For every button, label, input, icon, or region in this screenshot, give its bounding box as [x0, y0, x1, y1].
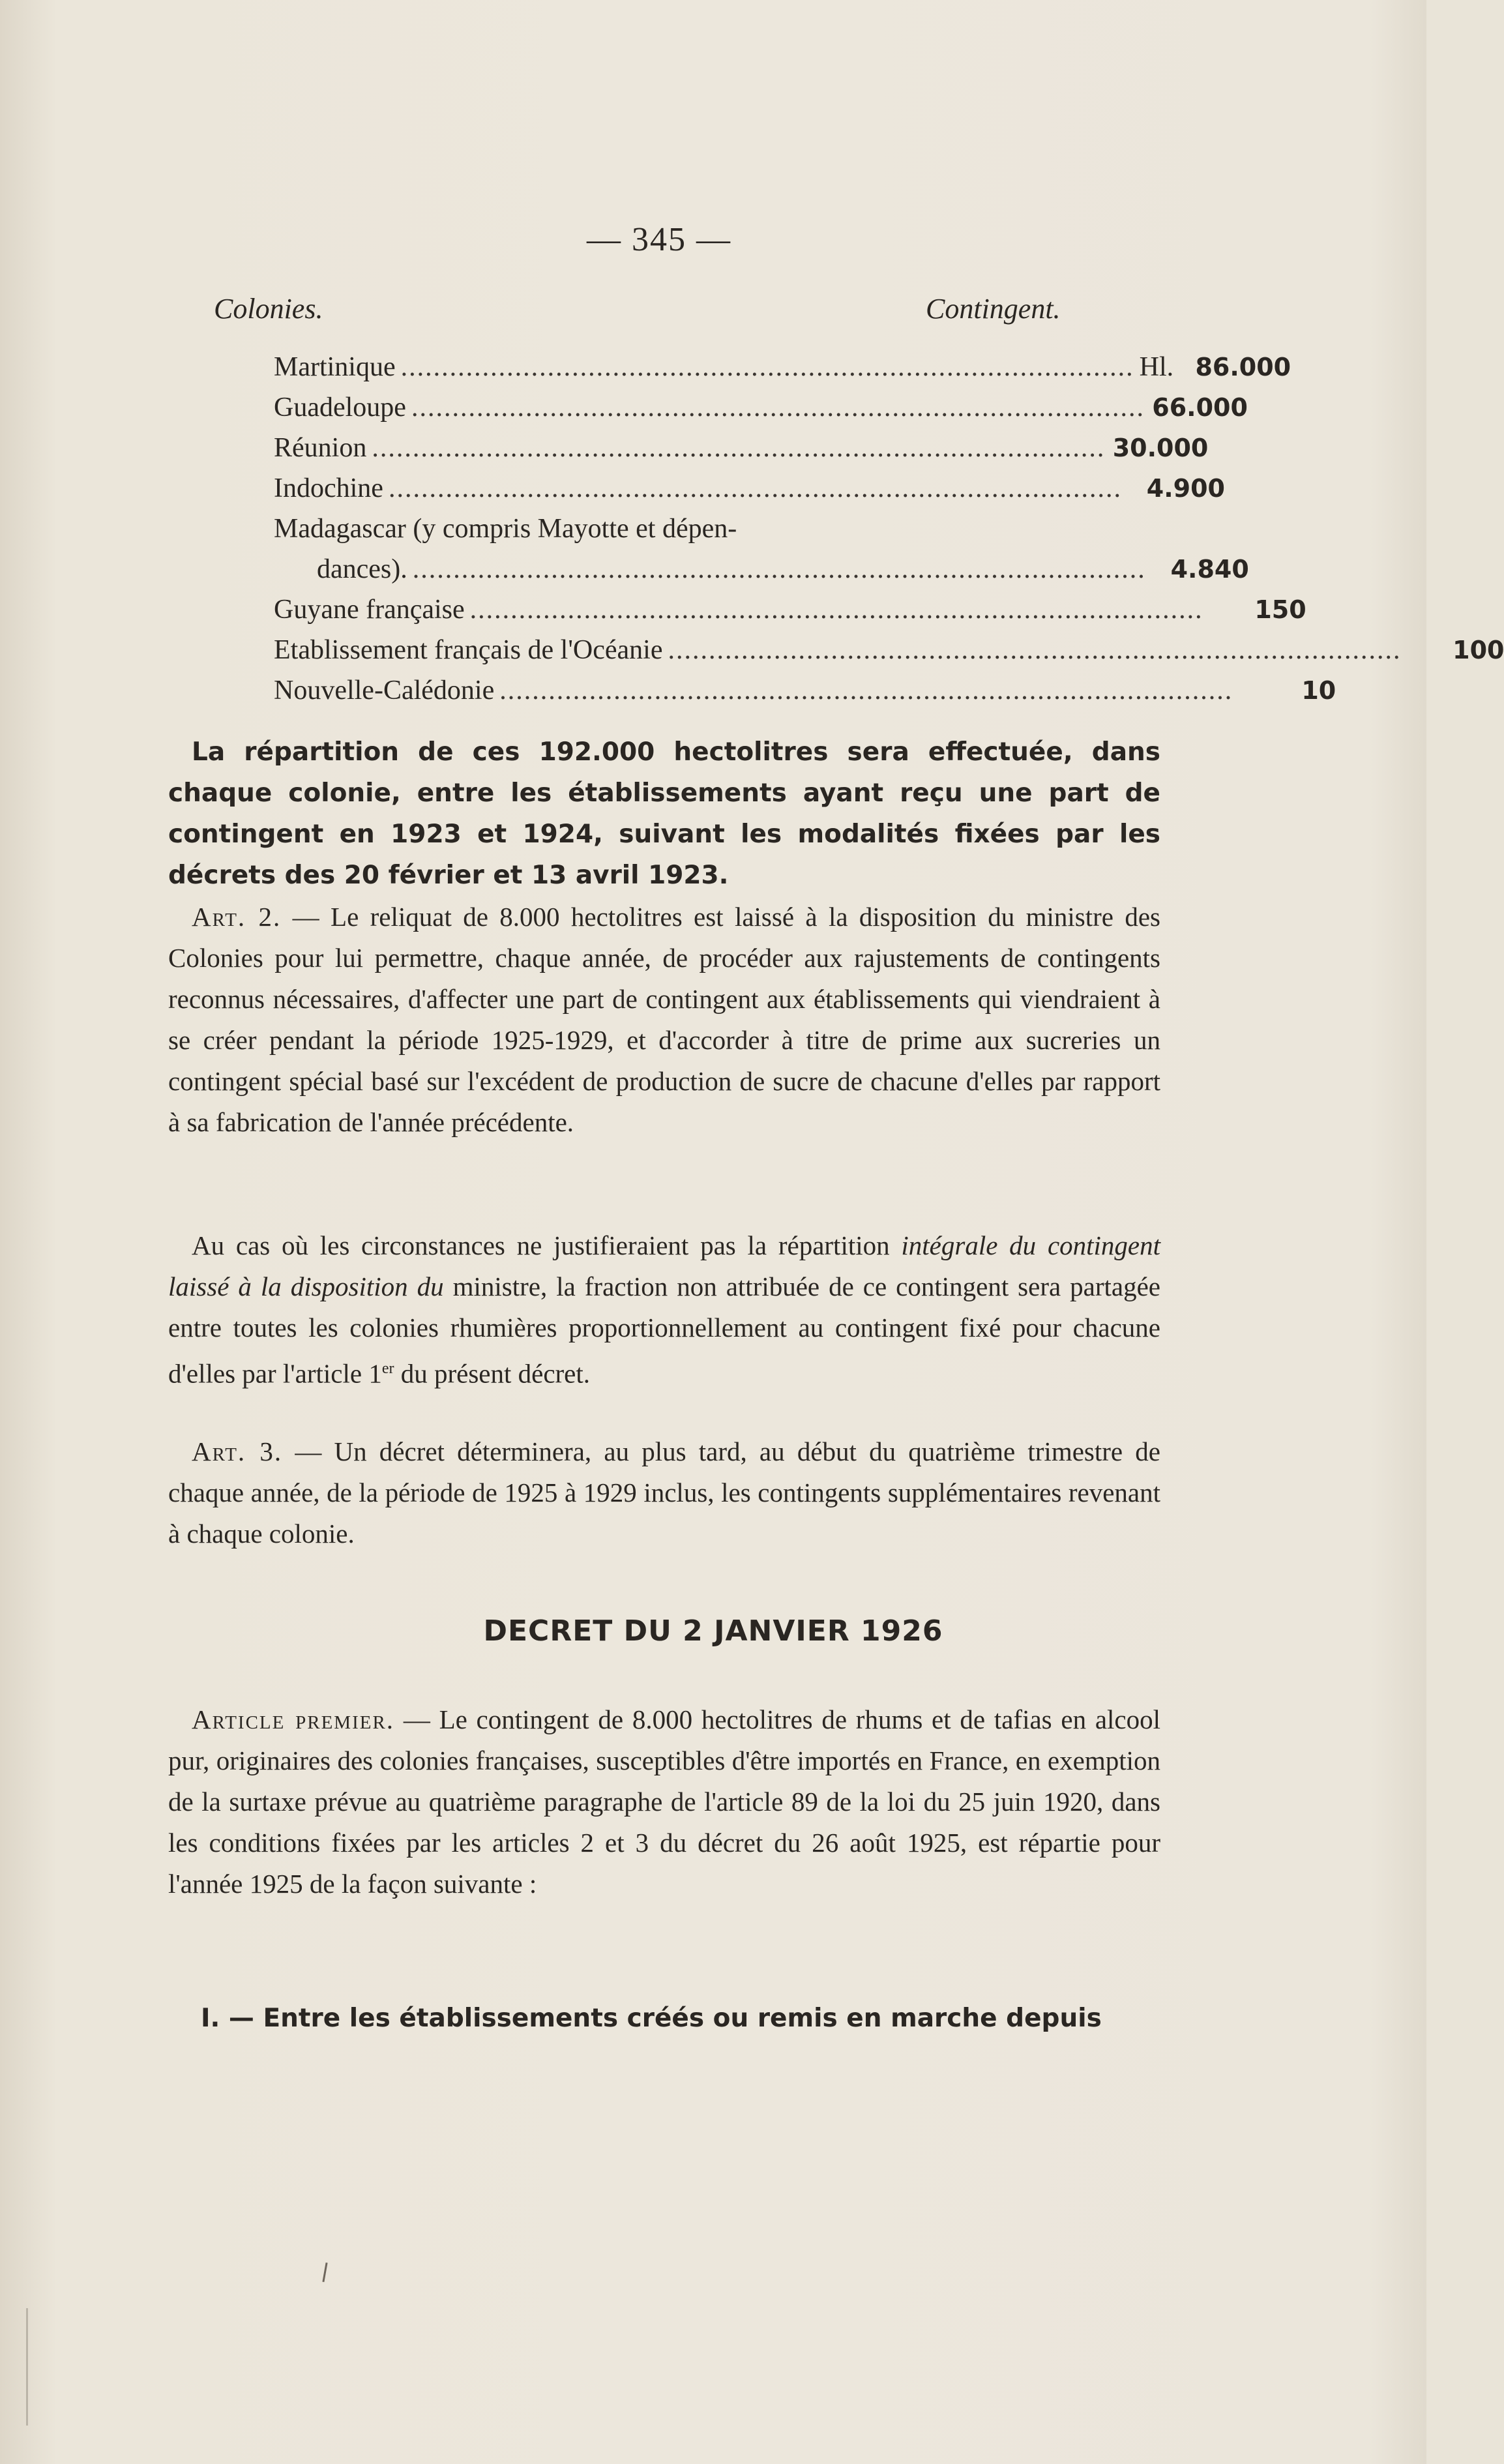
row-label: Etablissement français de l'Océanie — [274, 635, 663, 665]
article-2 — [168, 897, 1160, 1143]
margin-mark — [26, 2308, 28, 2426]
item-text: — Entre les établissements créés ou remis en marche depuis — [228, 2004, 1102, 2033]
article-text: — Un décret déterminera, au plus tard, au début du quatrième trimestre de chaque année, de la période de 1925 à 1929 inclus, les contingents supplémentaires revenant à chaque colonie. — [168, 1436, 1160, 1549]
paragraph-circonstances: Au cas où les circonstances ne justifieraient pas la répartition intégrale du contingent laissé à la disposition du ministre, la fraction non attribuée de ce contingent sera partagée entre toutes les colonies rhumières proportionnellement au contingent fixé pour chacune d'elles par l'article 1er du présent décret. — [168, 1230, 1161, 1389]
table-row: Guyane française .......................................................................................... 150 — [274, 589, 1033, 630]
row-label: Guyane française — [274, 595, 465, 625]
row-label: Indochine — [274, 473, 383, 503]
column-header-colonies: Colonies. — [214, 293, 323, 325]
row-value: 66.000 — [1152, 393, 1248, 422]
row-value: 10 — [1301, 676, 1336, 705]
column-header-contingent: Contingent. — [926, 293, 1061, 325]
article-text: — Le reliquat de 8.000 hectolitres est laissé à la disposition du ministre des Colonies pour lui permettre, chaque année, de procéder aux rajustements de contingents reconnus nécessaires, d'affecter une part de contingent aux établissements qui viendraient à se créer pendant la période 1925-1929, et d'accorder à titre de prime aux sucreries un contingent spécial basé sur l'excédent de production de sucre de chacune d'elles par rapport à sa fabrication de l'année précédente. — [168, 902, 1160, 1137]
article-label: Art. 3. — [192, 1436, 283, 1466]
row-label: dances). — [317, 554, 407, 584]
table-row: Guadeloupe .......................................................................................... 66.000 — [274, 387, 1033, 428]
row-value: 150 — [1254, 595, 1306, 624]
item-1 — [168, 1998, 1160, 2039]
ink-mark — [322, 2263, 327, 2282]
table-row: Nouvelle-Calédonie .......................................................................................... 10 — [274, 670, 1033, 711]
row-label: Réunion — [274, 433, 367, 463]
paragraph-text: La répartition de ces 192.000 hectolitres sera effectuée, dans chaque colonie, entre les établissements ayant reçu une part de contingent en 1923 et 1924, suivant les modalités fixées par les décrets des 20 février et 13 avril 1923. — [168, 737, 1160, 890]
table-row: dances). .......................................................................................... 4.840 — [274, 549, 1033, 589]
row-value: 86.000 — [1195, 353, 1291, 381]
table-row: Réunion .......................................................................................... 30.000 — [274, 428, 1033, 468]
row-value: 30.000 — [1112, 434, 1209, 462]
row-label: Guadeloupe — [274, 393, 406, 423]
italic-phrase: intégrale du contingent laissé à la disposition du — [168, 1230, 1161, 1301]
row-value: 4.840 — [1170, 555, 1249, 584]
article-text: — Le contingent de 8.000 hectolitres de rhums et de tafias en alcool pur, originaires des colonies françaises, susceptibles d'être importés en France, en exemption de la surtaxe prévue au quatrième paragraphe de l'article 89 de la loi du 25 juin 1920, dans les conditions fixées par les articles 2 et 3 du décret du 26 août 1925, est répartie pour l'année 1925 de la façon suivante : — [168, 1704, 1161, 1899]
page-number: — 345 — — [587, 221, 731, 258]
decree-title: DECRET DU 2 JANVIER 1926 — [483, 1614, 943, 1648]
paragraph-repartition — [168, 732, 1160, 896]
item-label: I. — [201, 2004, 220, 2033]
row-label: Nouvelle-Calédonie — [274, 675, 495, 705]
article-label: Article premier. — [192, 1704, 395, 1734]
article-3 — [168, 1431, 1160, 1554]
row-label: Martinique — [274, 352, 396, 382]
table-row: Martinique .......................................................................................... Hl. 86.000 — [274, 347, 1033, 387]
table-row: Etablissement français de l'Océanie .......................................................................................... 100 — [274, 630, 1033, 670]
row-value: 4.900 — [1146, 474, 1225, 503]
row-unit: Hl. — [1139, 352, 1174, 382]
article-label: Art. 2. — [192, 902, 282, 932]
table-row: Indochine .......................................................................................... 4.900 — [274, 468, 1033, 509]
table-row — [274, 509, 1033, 549]
contingent-table — [274, 347, 1504, 711]
article-premier — [168, 1699, 1160, 1905]
row-value: 100 — [1452, 636, 1504, 664]
row-label: Madagascar (y compris Mayotte et dépen- — [274, 514, 737, 544]
